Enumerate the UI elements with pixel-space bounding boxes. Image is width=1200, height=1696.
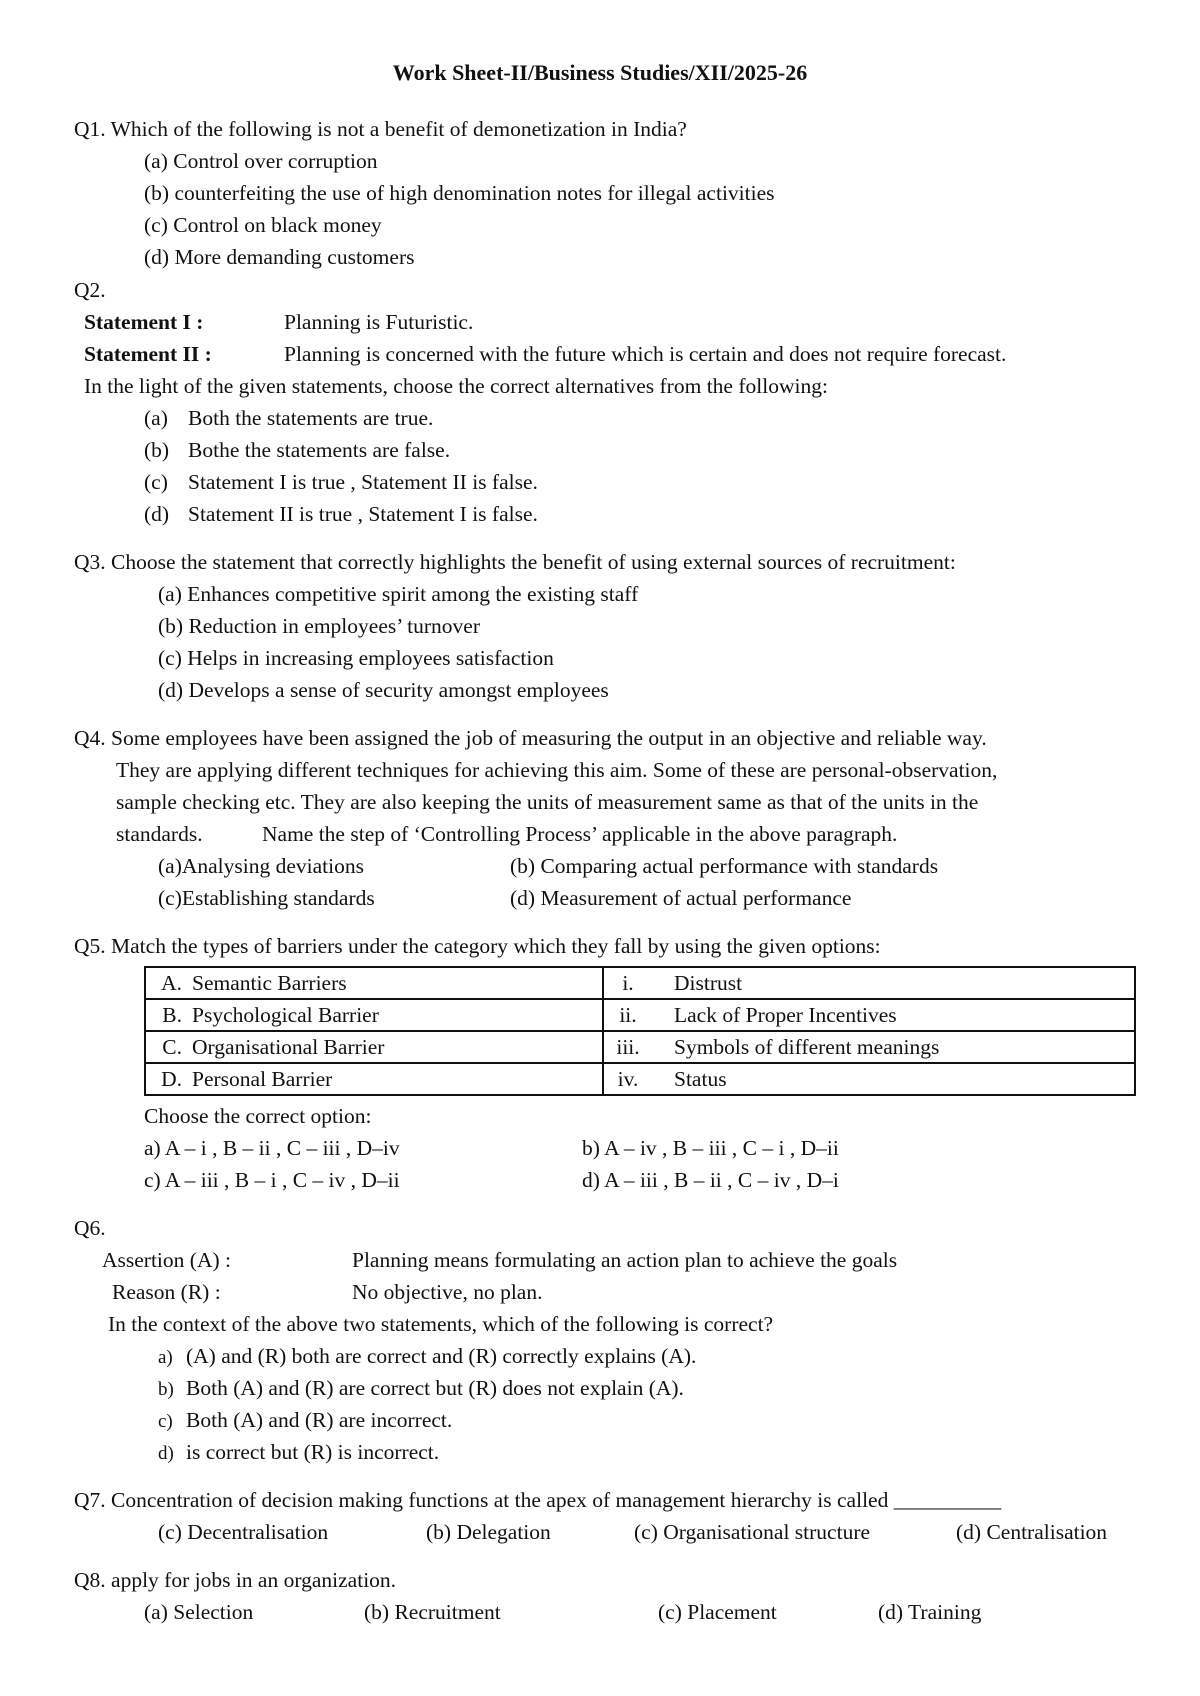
q7-option-1: (c) Decentralisation (158, 1520, 329, 1544)
barrier-type: Semantic Barriers (192, 971, 347, 995)
q3-stem: Q3. Choose the statement that correctly highlights the benefit of using external sources of recruitment: (74, 550, 956, 574)
q5-choose-label: Choose the correct option: (144, 1104, 372, 1128)
q5-stem: Q5. Match the types of barriers under the category which they fall by using the given options: (74, 934, 881, 958)
q5-option-a: a) A – i , B – ii , C – iii , D–iv (144, 1136, 400, 1160)
row-letter: C. (162, 1035, 182, 1059)
row-letter: A. (161, 971, 182, 995)
q4-line-2: They are applying different techniques for achieving this aim. Some of these are personal-observation, (116, 758, 998, 782)
q3-option-d: (d) Develops a sense of security amongst employees (158, 678, 609, 702)
barrier-example: Distrust (674, 971, 743, 995)
barrier-example: Symbols of different meanings (674, 1035, 940, 1059)
barrier-example: Lack of Proper Incentives (674, 1003, 897, 1027)
q2-option-b (144, 436, 450, 464)
row-numeral: ii. (619, 1003, 637, 1027)
q6-option-c (158, 1406, 452, 1436)
q8-option-a: (a) Selection (144, 1600, 254, 1624)
q2-option-d-text: Statement II is true , Statement I is false. (188, 502, 538, 526)
q4-option-a: (a)Analysing deviations (158, 854, 364, 878)
barrier-type: Psychological Barrier (192, 1003, 379, 1027)
q8-option-b: (b) Recruitment (364, 1600, 501, 1624)
q7-option-2: (b) Delegation (426, 1520, 551, 1544)
table-cell-right (603, 1031, 1135, 1063)
table-cell-right (603, 967, 1135, 999)
q5-option-d: d) A – iii , B – ii , C – iv , D–i (582, 1168, 839, 1192)
q4-option-b: (b) Comparing actual performance with standards (510, 854, 939, 878)
q6-instruction: In the context of the above two statements, which of the following is correct? (108, 1312, 774, 1336)
q6-option-b (158, 1374, 684, 1404)
table-cell-right (603, 1063, 1135, 1095)
q2-statement-2-label: Statement II : (84, 342, 212, 366)
q6-option-b-letter: b) (158, 1379, 174, 1400)
q5-match-table (144, 966, 1136, 1096)
q4-line-1: Q4. Some employees have been assigned the job of measuring the output in an objective and reliable way. (74, 726, 987, 750)
barrier-type: Personal Barrier (192, 1067, 333, 1091)
q7-option-3: (c) Organisational structure (634, 1520, 871, 1544)
q2-statement-1-label: Statement I : (84, 310, 204, 334)
q8-option-d: (d) Training (878, 1600, 982, 1624)
q3-option-b: (b) Reduction in employees’ turnover (158, 614, 481, 638)
q2-option-c-letter: (c) (144, 470, 168, 494)
q4-option-c: (c)Establishing standards (158, 886, 375, 910)
table-cell-left (145, 999, 603, 1031)
barrier-example: Status (674, 1067, 727, 1091)
q6-option-d-letter: d) (158, 1443, 174, 1464)
q8-option-c: (c) Placement (658, 1600, 777, 1624)
row-numeral: iii. (616, 1035, 640, 1059)
table-cell-right (603, 999, 1135, 1031)
q4-option-d: (d) Measurement of actual performance (510, 886, 852, 910)
q2-instruction: In the light of the given statements, choose the correct alternatives from the following: (84, 374, 828, 398)
q2-option-d-letter: (d) (144, 502, 170, 526)
q6-option-d-text: is correct but (R) is incorrect. (186, 1440, 440, 1464)
q2-option-a-text: Both the statements are true. (188, 406, 434, 430)
q4-line-4-start: standards. (116, 822, 203, 846)
q6-option-c-letter: c) (158, 1411, 173, 1432)
q2-option-a (144, 404, 433, 432)
q2-statement-2-text: Planning is concerned with the future which is certain and does not require forecast. (284, 342, 1007, 366)
q6-option-d (158, 1438, 439, 1468)
q6-option-b-text: Both (A) and (R) are correct but (R) does not explain (A). (186, 1376, 684, 1400)
barrier-type: Organisational Barrier (192, 1035, 385, 1059)
q1-stem: Q1. Which of the following is not a benefit of demonetization in India? (74, 117, 687, 141)
q2-option-c (144, 468, 538, 496)
q1-option-b: (b) counterfeiting the use of high denomination notes for illegal activities (144, 181, 775, 205)
q3-option-c: (c) Helps in increasing employees satisfaction (158, 646, 554, 670)
table-cell-left (145, 1063, 603, 1095)
q6-option-a-text: (A) and (R) both are correct and (R) correctly explains (A). (186, 1344, 697, 1368)
q5-option-b: b) A – iv , B – iii , C – i , D–ii (582, 1136, 839, 1160)
q2-option-c-text: Statement I is true , Statement II is false. (188, 470, 538, 494)
q2-option-d (144, 500, 538, 528)
q1-option-d: (d) More demanding customers (144, 245, 415, 269)
q2-statement-1-text: Planning is Futuristic. (284, 310, 474, 334)
q5-option-c: c) A – iii , B – i , C – iv , D–ii (144, 1168, 400, 1192)
q8-stem: Q8. apply for jobs in an organization. (74, 1568, 397, 1592)
q4-line-4-end: Name the step of ‘Controlling Process’ applicable in the above paragraph. (262, 822, 898, 846)
q1-option-a: (a) Control over corruption (144, 149, 378, 173)
q6-reason-text: No objective, no plan. (352, 1280, 543, 1304)
q2-number: Q2. (74, 278, 106, 302)
q6-reason-label: Reason (R) : (112, 1280, 221, 1304)
q6-option-a-letter: a) (158, 1347, 173, 1368)
q2-option-b-letter: (b) (144, 438, 170, 462)
q6-option-c-text: Both (A) and (R) are incorrect. (186, 1408, 453, 1432)
q4-line-3: sample checking etc. They are also keeping the units of measurement same as that of the units in the (116, 790, 979, 814)
q7-option-4: (d) Centralisation (956, 1520, 1108, 1544)
q6-option-a (158, 1342, 696, 1372)
table-row (145, 1031, 1135, 1063)
row-letter: D. (161, 1067, 182, 1091)
table-row (145, 1063, 1135, 1095)
row-numeral: i. (622, 971, 634, 995)
table-row (145, 967, 1135, 999)
q7-stem: Q7. Concentration of decision making functions at the apex of management hierarchy is called __________ (74, 1488, 1002, 1512)
q2-option-b-text: Bothe the statements are false. (188, 438, 451, 462)
table-cell-left (145, 967, 603, 999)
table-row (145, 999, 1135, 1031)
row-numeral: iv. (617, 1067, 639, 1091)
q6-assertion-label: Assertion (A) : (102, 1248, 231, 1272)
worksheet-title: Work Sheet-II/Business Studies/XII/2025-26 (392, 60, 808, 85)
q6-number: Q6. (74, 1216, 106, 1240)
q1-option-c: (c) Control on black money (144, 213, 382, 237)
q6-assertion-text: Planning means formulating an action plan to achieve the goals (352, 1248, 898, 1272)
table-cell-left (145, 1031, 603, 1063)
q3-option-a: (a) Enhances competitive spirit among the existing staff (158, 582, 639, 606)
row-letter: B. (162, 1003, 182, 1027)
q2-option-a-letter: (a) (144, 406, 168, 430)
